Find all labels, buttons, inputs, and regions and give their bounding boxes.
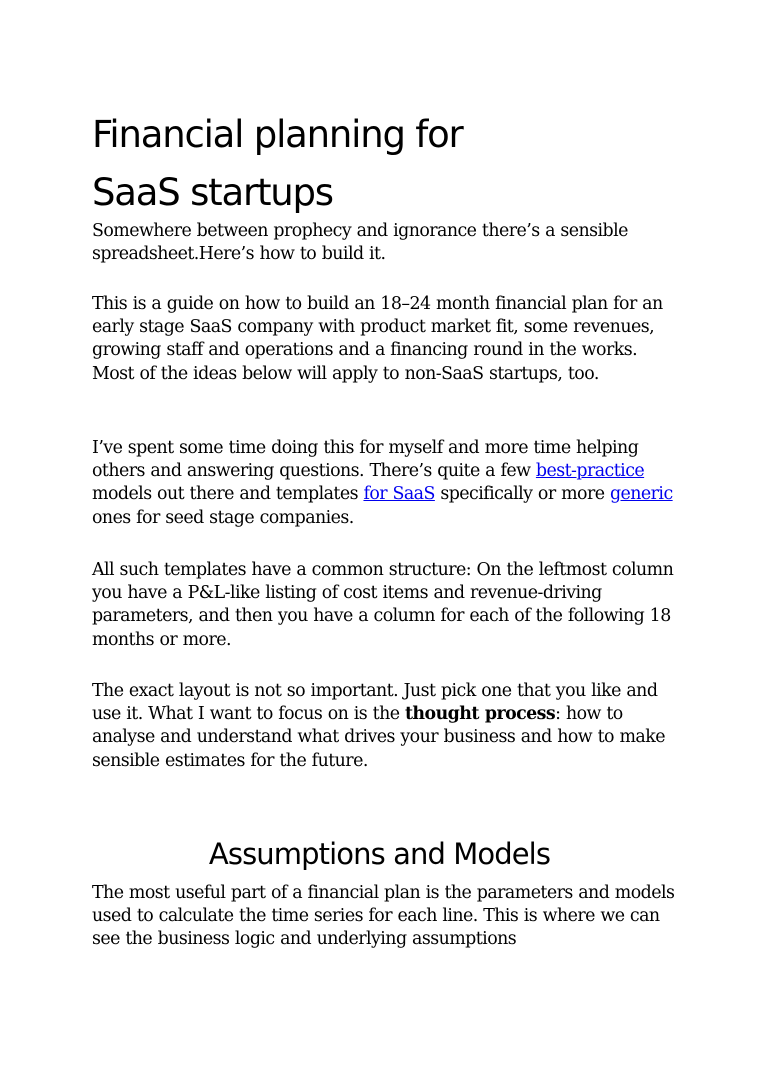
- layout-text-1: The exact layout is not so important. Just pick one that you like and use it. What I want to focus on is the: [92, 681, 658, 725]
- layout-text-2: : how to analyse and understand what drives your business and how to make sensible estimates for the future.: [92, 704, 665, 771]
- best-practice-link[interactable]: best-practice: [535, 461, 645, 482]
- assumptions-paragraph: The most useful part of a financial plan is the parameters and models used to calculate the time series for each line. This is where we can see the business logic and underlying assumptions: [92, 883, 675, 950]
- experience-text-2: models out there and templates: [92, 484, 364, 505]
- thought-process-emphasis: thought process: [404, 704, 556, 725]
- article-title: [92, 106, 652, 222]
- experience-paragraph: [92, 437, 682, 530]
- intro-paragraph: This is a guide on how to build an 18–24 month financial plan for an early stage SaaS company with product market fit, some revenues, growing staff and operations and a financing round in the works. Most of the ideas below will apply to non-SaaS startups, too.: [92, 294, 663, 384]
- saas-templates-link[interactable]: for SaaS: [363, 484, 435, 505]
- article-title-line-1: Financial planning for: [92, 113, 463, 156]
- experience-text-3: specifically or more: [434, 484, 610, 505]
- article-subtitle: Somewhere between prophecy and ignorance there’s a sensible spreadsheet.Here’s how to build it.: [92, 221, 628, 265]
- structure-paragraph: All such templates have a common structure: On the leftmost column you have a P&L-like listing of cost items and revenue-driving parameters, and then you have a column for each of the following 18 months or more.: [92, 560, 674, 650]
- layout-paragraph: [92, 680, 682, 773]
- article-title-line-2: SaaS startups: [92, 171, 333, 214]
- assumptions-heading: Assumptions and Models: [208, 837, 551, 871]
- experience-text-1: I’ve spent some time doing this for myself and more time helping others and answering questions. There’s quite a few: [92, 438, 639, 482]
- experience-text-4: ones for seed stage companies.: [92, 507, 354, 528]
- generic-templates-link[interactable]: generic: [609, 484, 673, 505]
